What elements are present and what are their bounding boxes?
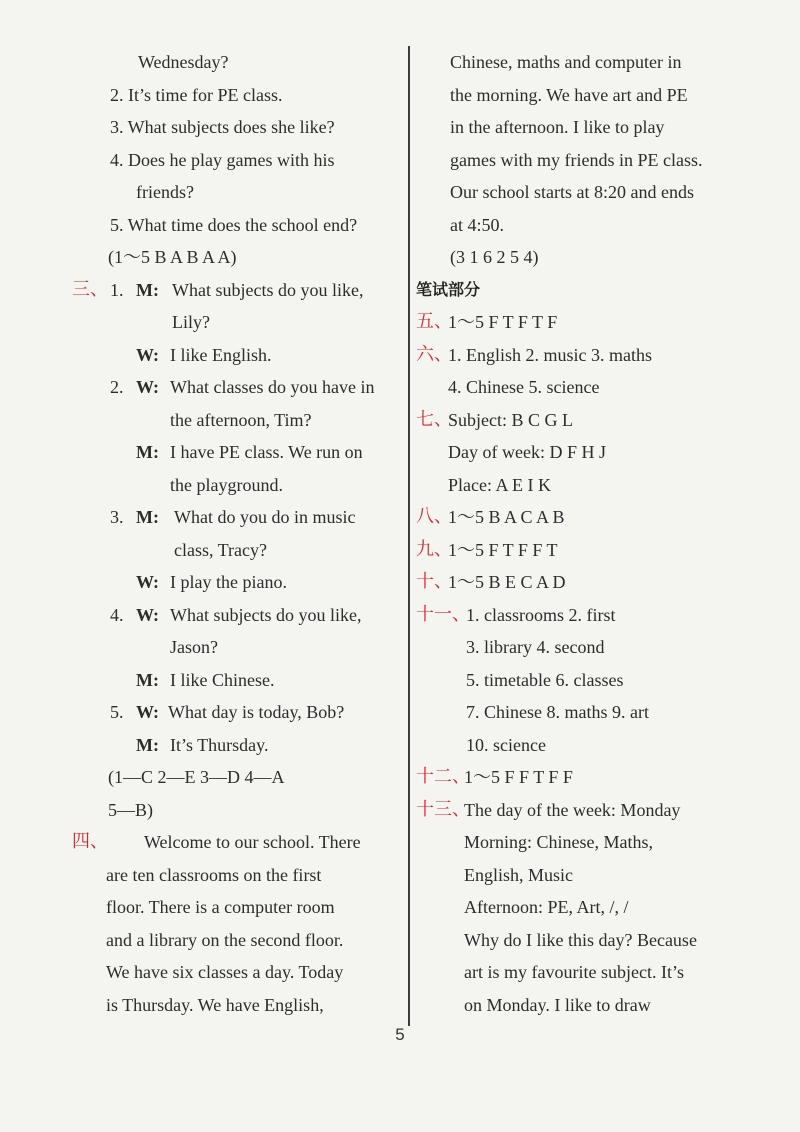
speaker-label: W: [136,604,160,625]
dialogue-text: What subjects do you like, [172,279,364,300]
answer-text: art is my favourite subject. It’s [464,962,684,982]
section-3-q2 [72,371,402,404]
text-line: 3. What subjects does she like? [110,117,335,137]
dialogue-text: I like English. [170,344,272,365]
dialogue-line [72,436,402,469]
right-column [416,46,746,1021]
passage-text: Welcome to our school. There [144,832,361,852]
section-5 [416,306,746,339]
dialogue-text: What do you do in music [174,507,356,527]
speaker-label: W: [136,572,160,592]
answer-text: 5. timetable 6. classes [466,669,624,690]
section-number: 四、 [72,831,108,852]
answer-text: 1～5 F F T F F [464,767,573,787]
section-number: 十三、 [416,798,470,820]
dialogue-text: I have PE class. We run on [170,442,363,462]
section-12 [416,761,746,794]
text-line: 5. What time does the school end? [110,214,358,235]
answer-text: Afternoon: PE, Art, /, / [464,897,629,917]
section-number: 七、 [416,408,452,430]
answer-text: 1～5 B A C A B [448,507,565,527]
section-number: 九、 [416,538,452,560]
speaker-label: W: [136,377,160,397]
answer-text: Morning: Chinese, Maths, [464,832,653,852]
section-13 [416,794,746,827]
passage-text: are ten classrooms on the first [106,864,322,885]
section-10 [416,566,746,599]
dialogue-continuation: the afternoon, Tim? [170,409,312,430]
answer-text: on Monday. I like to draw [464,994,651,1015]
answer-text: 1. classrooms 2. first [466,604,616,625]
dialogue-continuation: Jason? [170,637,218,657]
section-number: 六、 [416,343,452,365]
dialogue-text: It’s Thursday. [170,734,269,755]
question-number: 5. [110,702,124,722]
section-9 [416,534,746,567]
answer-text: 1～5 F T F T F [448,312,558,332]
speaker-label: W: [136,702,160,722]
dialogue-line [72,339,402,372]
question-number: 1. [110,279,124,300]
section-7 [416,404,746,437]
section-number: 八、 [416,506,452,527]
passage-text: We have six classes a day. Today [106,962,344,982]
section-number: 十一、 [416,603,470,625]
dialogue-text: I play the piano. [170,572,287,592]
column-divider [408,46,410,1026]
section-number: 五、 [416,311,452,332]
section-11 [416,599,746,632]
passage-text: the morning. We have art and PE [450,84,688,105]
section-3-q1 [72,274,402,307]
dialogue-line [72,566,402,599]
text-line: friends? [136,182,194,202]
dialogue-text: What day is today, Bob? [168,702,345,722]
passage-text: floor. There is a computer room [106,897,335,917]
passage-text: games with my friends in PE class. [450,149,703,170]
passage-text: Our school starts at 8:20 and ends [450,182,694,202]
passage-text: Chinese, maths and computer in [450,52,682,72]
speaker-label: M: [136,669,159,690]
section-3-q5 [72,696,402,729]
dialogue-text: What classes do you have in [170,377,375,397]
answer-text: 1～5 B E C A D [448,572,566,592]
section-number: 十二、 [416,766,470,787]
speaker-label: M: [136,279,159,300]
section-3-q4 [72,599,402,632]
answer-text: The day of the week: Monday [464,799,681,820]
passage-text: is Thursday. We have English, [106,994,324,1015]
answer-line: (1～5 B A B A A) [108,247,237,267]
page-number: 5 [395,1025,405,1044]
written-section-heading: 笔试部分 [416,279,481,299]
answer-line: (1—C 2—E 3—D 4—A [108,767,285,787]
dialogue-text: I like Chinese. [170,669,275,690]
section-8 [416,501,746,534]
text-line: 4. Does he play games with his [110,149,335,170]
passage-text: in the afternoon. I like to play [450,117,665,137]
answer-line: 5—B) [108,799,153,820]
text-line: Wednesday? [138,52,229,72]
answer-line: (3 1 6 2 5 4) [450,247,539,267]
answer-text: 4. Chinese 5. science [448,377,600,397]
dialogue-continuation: class, Tracy? [174,539,267,560]
answer-text: 1～5 F T F F T [448,539,558,560]
answer-text: Day of week: D F H J [448,442,606,462]
answer-text: 10. science [466,734,546,755]
section-4-line [72,826,402,859]
answer-text: Place: A E I K [448,474,551,495]
dialogue-text: What subjects do you like, [170,604,362,625]
dialogue-continuation: Lily? [172,312,210,332]
dialogue-continuation: the playground. [170,474,283,495]
passage-text: at 4:50. [450,214,504,235]
answer-text: Why do I like this day? Because [464,929,697,950]
speaker-label: W: [136,344,160,365]
dialogue-line [72,664,402,697]
speaker-label: M: [136,442,159,462]
section-6 [416,339,746,372]
answer-text: 1. English 2. music 3. maths [448,344,652,365]
question-number: 3. [110,507,124,527]
answer-text: 3. library 4. second [466,637,605,657]
passage-text: and a library on the second floor. [106,929,344,950]
section-3-q3 [72,501,402,534]
answer-text: Subject: B C G L [448,409,573,430]
question-number: 4. [110,604,124,625]
text-line: 2. It’s time for PE class. [110,84,283,105]
section-number: 三、 [72,278,108,300]
answer-text: English, Music [464,864,574,885]
speaker-label: M: [136,507,159,527]
question-number: 2. [110,377,124,397]
speaker-label: M: [136,734,159,755]
left-column [72,46,402,1021]
section-number: 十、 [416,571,452,592]
answer-text: 7. Chinese 8. maths 9. art [466,702,649,722]
dialogue-line [72,729,402,762]
